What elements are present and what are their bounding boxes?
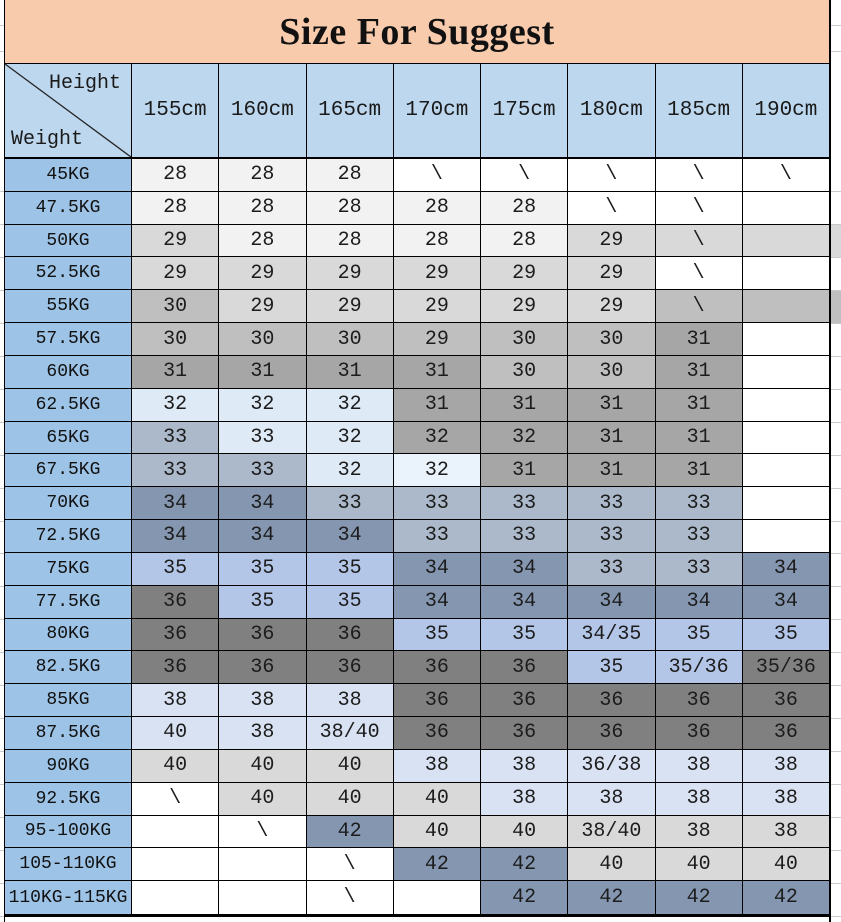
size-cell: 35	[219, 553, 306, 586]
size-cell: 40	[307, 783, 394, 816]
gutter-cell	[831, 456, 841, 489]
size-cell: 36	[307, 619, 394, 652]
size-cell: 40	[394, 783, 481, 816]
size-cell: 33	[394, 520, 481, 553]
size-cell: \	[656, 290, 743, 323]
gutter-cell	[831, 752, 841, 785]
size-cell: 29	[307, 290, 394, 323]
size-cell: 36	[307, 651, 394, 684]
size-cell: 36	[132, 619, 219, 652]
size-cell: 34	[307, 520, 394, 553]
size-cell	[394, 881, 481, 914]
size-cell: 29	[481, 257, 568, 290]
gutter-cell	[831, 620, 841, 653]
weight-row-header: 52.5KG	[5, 257, 132, 290]
gutter-cell	[831, 554, 841, 587]
size-cell: 30	[132, 323, 219, 356]
size-cell: 29	[568, 290, 655, 323]
size-cell: 35	[743, 619, 829, 652]
size-cell: 29	[132, 257, 219, 290]
size-cell: 28	[219, 225, 306, 258]
weight-row-header: 67.5KG	[5, 454, 132, 487]
size-cell: 36	[743, 717, 829, 750]
size-cell: 40	[219, 783, 306, 816]
size-cell: 36	[656, 717, 743, 750]
table-row	[5, 816, 829, 849]
size-cell: 31	[132, 356, 219, 389]
size-cell: 30	[481, 356, 568, 389]
size-cell: 33	[656, 487, 743, 520]
size-cell: 36	[394, 684, 481, 717]
size-cell: 29	[132, 225, 219, 258]
size-cell: \	[656, 159, 743, 192]
size-cell: 28	[219, 159, 306, 192]
size-cell: 36	[568, 684, 655, 717]
size-cell: 38	[307, 684, 394, 717]
size-cell	[219, 848, 306, 881]
table-row	[5, 487, 829, 520]
size-cell: 42	[394, 848, 481, 881]
size-cell: \	[656, 257, 743, 290]
size-cell: 36	[481, 651, 568, 684]
size-cell: 30	[568, 356, 655, 389]
weight-row-header: 105-110KG	[5, 848, 132, 881]
size-cell: 38	[568, 783, 655, 816]
size-cell	[132, 816, 219, 849]
size-cell: 30	[307, 323, 394, 356]
size-cell: 35	[656, 619, 743, 652]
table-row	[5, 717, 829, 750]
table-row	[5, 881, 829, 914]
size-cell: 42	[307, 816, 394, 849]
size-cell: 28	[219, 192, 306, 225]
table-body	[5, 159, 829, 917]
size-cell: 35	[568, 651, 655, 684]
size-cell: 40	[394, 816, 481, 849]
gutter-cell	[831, 291, 841, 324]
size-cell: \	[656, 225, 743, 258]
size-cell: 34	[481, 553, 568, 586]
size-cell: 36	[481, 717, 568, 750]
size-cell	[743, 520, 829, 553]
size-cell: 31	[394, 389, 481, 422]
size-cell: 38	[481, 783, 568, 816]
size-cell: \	[568, 192, 655, 225]
size-cell: \	[219, 816, 306, 849]
size-cell	[743, 389, 829, 422]
weight-row-header: 65KG	[5, 422, 132, 455]
height-header-cells	[132, 64, 829, 159]
size-cell	[743, 290, 829, 323]
table-row	[5, 323, 829, 356]
size-cell: 28	[481, 225, 568, 258]
weight-row-header: 87.5KG	[5, 717, 132, 750]
gutter-cell	[831, 357, 841, 390]
size-cell: 28	[481, 192, 568, 225]
size-cell: 31	[568, 454, 655, 487]
size-cell: 35	[394, 619, 481, 652]
gutter-cell	[831, 587, 841, 620]
size-cell: 31	[568, 389, 655, 422]
gutter-cell	[831, 159, 841, 192]
size-cell: 40	[481, 816, 568, 849]
size-cell: 38	[743, 750, 829, 783]
gutter-cell	[831, 719, 841, 752]
size-cell: 29	[568, 225, 655, 258]
table-row	[5, 257, 829, 290]
size-cell: 40	[656, 848, 743, 881]
size-cell: 34	[743, 553, 829, 586]
table-row	[5, 586, 829, 619]
size-cell: 34	[132, 487, 219, 520]
size-cell: 30	[132, 290, 219, 323]
size-cell: 31	[656, 422, 743, 455]
size-cell: 31	[481, 389, 568, 422]
size-cell: 42	[656, 881, 743, 914]
size-cell: 31	[481, 454, 568, 487]
table-title: Size For Suggest	[279, 10, 555, 53]
table-row	[5, 750, 829, 783]
size-cell	[743, 323, 829, 356]
table-row	[5, 389, 829, 422]
gutter-cell	[831, 225, 841, 258]
size-cell: 35/36	[656, 651, 743, 684]
weight-row-header: 62.5KG	[5, 389, 132, 422]
size-cell: 36	[132, 586, 219, 619]
table-row	[5, 783, 829, 816]
size-cell	[743, 257, 829, 290]
size-cell: 40	[132, 750, 219, 783]
height-header-170cm: 170cm	[394, 64, 481, 159]
size-cell: \	[307, 881, 394, 914]
size-cell	[219, 881, 306, 914]
size-cell: 29	[481, 290, 568, 323]
size-cell: 31	[656, 389, 743, 422]
size-cell: 33	[656, 520, 743, 553]
size-cell: 33	[219, 422, 306, 455]
gutter-cell	[831, 818, 841, 851]
size-cell: 42	[568, 881, 655, 914]
size-cell: 33	[656, 553, 743, 586]
table-row	[5, 159, 829, 192]
size-cell: 34	[394, 586, 481, 619]
size-cell: 34	[568, 586, 655, 619]
size-cell: 33	[481, 487, 568, 520]
gutter-cell	[831, 423, 841, 456]
weight-row-header: 95-100KG	[5, 816, 132, 849]
size-cell	[743, 454, 829, 487]
table-row	[5, 520, 829, 553]
weight-row-header: 92.5KG	[5, 783, 132, 816]
size-cell: 34	[394, 553, 481, 586]
size-cell	[132, 848, 219, 881]
size-cell: 33	[568, 487, 655, 520]
size-cell: \	[307, 848, 394, 881]
size-cell: 32	[219, 389, 306, 422]
size-cell: 34	[481, 586, 568, 619]
size-cell: 31	[394, 356, 481, 389]
size-cell: 34	[219, 520, 306, 553]
height-header-160cm: 160cm	[219, 64, 306, 159]
size-cell: 38	[656, 750, 743, 783]
table-row	[5, 356, 829, 389]
size-cell: 36	[656, 684, 743, 717]
size-cell: 35	[481, 619, 568, 652]
size-cell	[743, 487, 829, 520]
weight-row-header: 85KG	[5, 684, 132, 717]
gutter-cell	[831, 884, 841, 917]
gutter-cell	[831, 522, 841, 555]
weight-row-header: 50KG	[5, 225, 132, 258]
size-cell: 35	[132, 553, 219, 586]
weight-row-header: 60KG	[5, 356, 132, 389]
size-cell: 31	[307, 356, 394, 389]
size-cell: 33	[394, 487, 481, 520]
size-cell: 28	[307, 192, 394, 225]
height-header-165cm: 165cm	[307, 64, 394, 159]
size-cell: 38/40	[307, 717, 394, 750]
size-cell: 34	[743, 586, 829, 619]
header-row	[5, 64, 829, 159]
size-cell: 38	[481, 750, 568, 783]
size-cell: 38	[219, 684, 306, 717]
weight-row-header: 55KG	[5, 290, 132, 323]
table-title-bar	[5, 0, 829, 64]
size-cell: 36	[132, 651, 219, 684]
size-cell: 38	[656, 816, 743, 849]
size-cell: 38	[743, 816, 829, 849]
size-cell: 29	[307, 257, 394, 290]
gutter-cell	[831, 192, 841, 225]
size-cell: 34	[132, 520, 219, 553]
size-cell: 31	[219, 356, 306, 389]
size-cell: 32	[481, 422, 568, 455]
size-cell: 36	[481, 684, 568, 717]
size-cell: 36	[743, 684, 829, 717]
size-cell: 31	[656, 454, 743, 487]
table-row	[5, 684, 829, 717]
size-cell: 42	[743, 881, 829, 914]
weight-row-header: 72.5KG	[5, 520, 132, 553]
size-cell: 28	[132, 159, 219, 192]
height-header-155cm: 155cm	[132, 64, 219, 159]
size-cell: 36	[568, 717, 655, 750]
size-cell: 40	[568, 848, 655, 881]
size-cell: \	[394, 159, 481, 192]
size-cell: 29	[394, 323, 481, 356]
size-cell: 38	[743, 783, 829, 816]
size-cell: 29	[394, 290, 481, 323]
gutter-cell	[831, 653, 841, 686]
table-row	[5, 192, 829, 225]
size-cell: 28	[394, 192, 481, 225]
size-cell: 38	[219, 717, 306, 750]
weight-row-header: 45KG	[5, 159, 132, 192]
weight-row-header: 47.5KG	[5, 192, 132, 225]
table-row	[5, 848, 829, 881]
weight-row-header: 77.5KG	[5, 586, 132, 619]
gridline	[831, 26, 841, 52]
gutter-cell	[831, 390, 841, 423]
size-cell: 33	[481, 520, 568, 553]
size-cell: 28	[132, 192, 219, 225]
size-cell: 32	[132, 389, 219, 422]
gutter-cell	[831, 686, 841, 719]
table-row	[5, 422, 829, 455]
corner-cell-height-weight	[5, 64, 132, 159]
size-cell: 35	[219, 586, 306, 619]
size-table	[4, 0, 831, 922]
size-cell: 42	[481, 848, 568, 881]
size-cell: 33	[132, 422, 219, 455]
size-cell: 32	[307, 389, 394, 422]
size-cell: 33	[568, 520, 655, 553]
size-cell: 34	[656, 586, 743, 619]
size-cell: 32	[307, 454, 394, 487]
weight-row-header: 80KG	[5, 619, 132, 652]
table-row	[5, 553, 829, 586]
size-cell: 33	[219, 454, 306, 487]
weight-row-header: 110KG-115KG	[5, 881, 132, 914]
size-cell: 30	[219, 323, 306, 356]
size-cell: 36	[219, 651, 306, 684]
size-cell: 30	[481, 323, 568, 356]
corner-label-weight: Weight	[11, 128, 84, 151]
corner-label-height: Height	[48, 72, 121, 95]
size-cell: 28	[307, 225, 394, 258]
table-row	[5, 225, 829, 258]
size-cell: 29	[394, 257, 481, 290]
size-cell: 29	[568, 257, 655, 290]
size-cell: 36	[394, 717, 481, 750]
size-cell	[743, 422, 829, 455]
right-gutter	[831, 0, 841, 922]
size-cell: 32	[307, 422, 394, 455]
height-header-180cm: 180cm	[568, 64, 655, 159]
size-cell: 33	[307, 487, 394, 520]
size-cell: 30	[568, 323, 655, 356]
gutter-cell	[831, 489, 841, 522]
size-cell: \	[743, 159, 829, 192]
size-cell: 33	[132, 454, 219, 487]
size-cell: 40	[132, 717, 219, 750]
size-cell: 40	[743, 848, 829, 881]
size-cell	[743, 225, 829, 258]
size-cell: 35	[307, 586, 394, 619]
size-cell: 34/35	[568, 619, 655, 652]
weight-row-header: 70KG	[5, 487, 132, 520]
table-row	[5, 619, 829, 652]
weight-row-header: 75KG	[5, 553, 132, 586]
right-gutter-rows	[831, 159, 841, 917]
gutter-cell	[831, 851, 841, 884]
size-cell: 35/36	[743, 651, 829, 684]
size-cell: 36	[394, 651, 481, 684]
weight-row-header: 82.5KG	[5, 651, 132, 684]
height-header-175cm: 175cm	[481, 64, 568, 159]
size-cell: 29	[219, 257, 306, 290]
size-cell: 40	[219, 750, 306, 783]
size-cell: 38	[132, 684, 219, 717]
size-cell: \	[132, 783, 219, 816]
size-cell: 31	[568, 422, 655, 455]
size-cell: 34	[219, 487, 306, 520]
size-cell: 38/40	[568, 816, 655, 849]
size-cell: 36	[219, 619, 306, 652]
size-cell: 33	[568, 553, 655, 586]
gridline	[831, 0, 841, 26]
size-cell: 31	[656, 356, 743, 389]
table-row	[5, 651, 829, 684]
size-cell: 28	[307, 159, 394, 192]
size-cell: 42	[481, 881, 568, 914]
size-cell: 38	[394, 750, 481, 783]
size-cell: 28	[394, 225, 481, 258]
right-gutter-header-space	[831, 0, 841, 159]
size-cell	[743, 192, 829, 225]
height-header-185cm: 185cm	[656, 64, 743, 159]
size-cell: 35	[307, 553, 394, 586]
size-cell: 31	[656, 323, 743, 356]
size-cell: 29	[219, 290, 306, 323]
size-cell: 32	[394, 422, 481, 455]
size-cell: 38	[656, 783, 743, 816]
size-cell: \	[481, 159, 568, 192]
weight-row-header: 57.5KG	[5, 323, 132, 356]
size-cell: \	[568, 159, 655, 192]
size-cell: 40	[307, 750, 394, 783]
gutter-cell	[831, 785, 841, 818]
size-cell	[743, 356, 829, 389]
size-cell: 32	[394, 454, 481, 487]
table-row	[5, 454, 829, 487]
size-cell: 36/38	[568, 750, 655, 783]
height-header-190cm: 190cm	[743, 64, 829, 159]
size-cell	[132, 881, 219, 914]
size-cell: \	[656, 192, 743, 225]
gutter-cell	[831, 324, 841, 357]
table-row	[5, 290, 829, 323]
weight-row-header: 90KG	[5, 750, 132, 783]
gutter-cell	[831, 258, 841, 291]
